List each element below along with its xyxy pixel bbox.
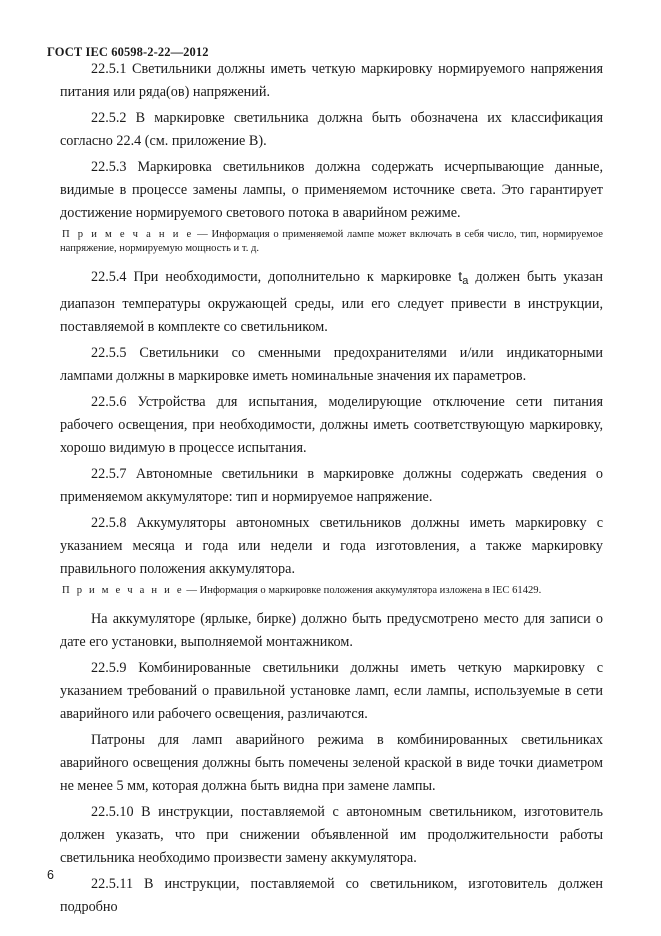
clause-22-5-9: 22.5.9 Комбинированные светильники должны иметь четкую маркировку с указанием требований о правильной установке ламп, если лампы, используемые в сети аварийного или рабочего освещения, различаются.	[60, 660, 603, 722]
clause-22-5-3: 22.5.3 Маркировка светильников должна содержать исчерпывающие данные, видимые в процессе замены лампы, о применяемом источнике света. Это гарантирует достижение нормируемого светового потока в аварийном режиме.	[60, 159, 603, 221]
note-lamp-info	[60, 228, 603, 256]
note-label: П р и м е ч а н и е	[62, 229, 194, 240]
clause-text: должен быть указан диапазон температуры окружающей среды, или его следует привести в инструкции, поставляемой в комплекте со светильником.	[60, 269, 603, 335]
document-body	[60, 58, 603, 922]
clause-22-5-1: 22.5.1 Светильники должны иметь четкую маркировку нормируемого напряжения питания или ряда(ов) напряжений.	[60, 61, 603, 100]
clause-22-5-11: 22.5.11 В инструкции, поставляемой со светильником, изготовитель должен подробно	[60, 876, 603, 915]
page-number: 6	[47, 868, 54, 882]
note-battery-position	[60, 584, 603, 598]
clause-22-5-7: 22.5.7 Автономные светильники в маркировке должны содержать сведения о применяемом аккумуляторе: тип и нормируемое напряжение.	[60, 466, 603, 505]
note-label: П р и м е ч а н и е	[62, 585, 184, 596]
clause-22-5-10: 22.5.10 В инструкции, поставляемой с автономным светильником, изготовитель должен указать, что при снижении объявленной им продолжительности работы светильника необходимо произвести замену аккумулятора.	[60, 804, 603, 866]
battery-label-paragraph: На аккумуляторе (ярлыке, бирке) должно быть предусмотрено место для записи о дате его установки, выполняемой монтажником.	[60, 611, 603, 650]
lampholder-paragraph: Патроны для ламп аварийного режима в комбинированных светильниках аварийного освещения должны быть помечены зеленой краской в виде точки диаметром не менее 5 мм, которая должна быть видна при замене лампы.	[60, 732, 603, 794]
temperature-subscript: a	[462, 275, 469, 287]
clause-22-5-5: 22.5.5 Светильники со сменными предохранителями и/или индикаторными лампами должны в маркировке иметь номинальные значения их параметров.	[60, 345, 603, 384]
clause-22-5-4	[60, 266, 603, 339]
clause-text: 22.5.4 При необходимости, дополнительно к маркировке	[91, 269, 459, 285]
page-header: ГОСТ IEC 60598-2-22—2012	[47, 45, 209, 59]
note-text: — Информация о маркировке положения аккумулятора изложена в IEC 61429.	[183, 585, 542, 596]
clause-22-5-8: 22.5.8 Аккумуляторы автономных светильников должны иметь маркировку с указанием месяца и года или недели и года изготовления, а также маркировку правильного положения аккумулятора.	[60, 515, 603, 577]
clause-22-5-6: 22.5.6 Устройства для испытания, моделирующие отключение сети питания рабочего освещения, при необходимости, должны иметь соответствующую маркировку, хорошо видимую в процессе испытания.	[60, 394, 603, 456]
temperature-symbol: t	[458, 269, 463, 285]
clause-22-5-2: 22.5.2 В маркировке светильника должна быть обозначена их классификация согласно 22.4 (см. приложение В).	[60, 110, 603, 149]
note-text: — Информация о применяемой лампе может включать в себя число, тип, нормируемое напряжение, нормируемую мощность и т. д.	[60, 229, 604, 254]
